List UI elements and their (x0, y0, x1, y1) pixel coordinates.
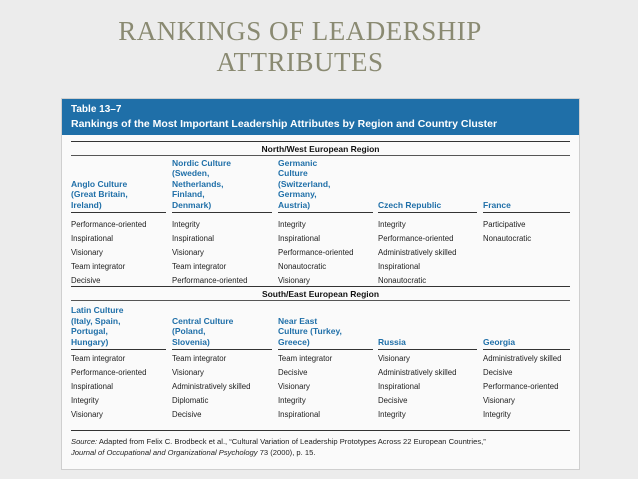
table-cell: Visionary (378, 354, 410, 363)
column-header (483, 337, 515, 348)
column-header-line: Georgia (483, 336, 516, 347)
column-header-line: Near East (278, 315, 318, 326)
table-cell: Administratively skilled (172, 382, 251, 391)
column-header-line: Culture (Turkey, (278, 326, 342, 336)
table-cell: Integrity (71, 396, 99, 405)
column-header-line: Finland, (172, 189, 205, 199)
table-cell: Administratively skilled (378, 368, 457, 377)
column-header-line: Central Culture (172, 315, 234, 326)
table-cell: Inspirational (378, 262, 421, 271)
table-cell: Inspirational (278, 410, 321, 419)
table-cell: Decisive (172, 410, 202, 419)
slide-title-line-2: ATTRIBUTES (216, 47, 384, 77)
region-title: South/East European Region (261, 289, 380, 299)
column-header-line: (Switzerland, (278, 178, 331, 189)
column-header-line: Anglo Culture (71, 178, 128, 189)
table-cell: Participative (483, 220, 526, 229)
column-header-line: (Sweden, (172, 168, 210, 178)
region-rule (71, 286, 570, 287)
column-header-line: Portugal, (71, 326, 108, 336)
column-header-line: Netherlands, (172, 178, 224, 189)
table-cell: Team integrator (172, 262, 227, 271)
table-cell: Inspirational (71, 234, 114, 243)
table-cell: Decisive (278, 368, 308, 377)
column-header-line: France (483, 199, 511, 210)
column-header-line: Greece) (278, 336, 310, 347)
table-cell: Visionary (71, 410, 103, 419)
table-cell: Integrity (278, 220, 306, 229)
table-cell: Integrity (378, 410, 406, 419)
column-header-rule (378, 349, 477, 350)
region-title: North/West European Region (261, 144, 380, 154)
column-header (71, 305, 123, 347)
table-cell: Decisive (483, 368, 513, 377)
table-cell: Nonautocratic (483, 234, 532, 243)
table-title: Rankings of the Most Important Leadership Attributes by Region and Country Cluster (71, 118, 498, 130)
column-header-rule (378, 212, 477, 213)
column-header-rule (278, 212, 373, 213)
table-cell: Visionary (172, 368, 204, 377)
region-title-rule (71, 155, 570, 156)
slide-title-line-1: RANKINGS OF LEADERSHIP (118, 16, 482, 46)
table-cell: Administratively skilled (378, 248, 457, 257)
source-note (71, 437, 571, 458)
column-header-rule (71, 212, 166, 213)
column-header-line: Hungary) (71, 336, 109, 347)
table-cell: Integrity (378, 220, 406, 229)
column-header-line: Germanic (278, 157, 318, 168)
column-header-line: Denmark) (172, 199, 212, 210)
table-cell: Visionary (278, 382, 310, 391)
column-header-rule (483, 349, 570, 350)
table-cell: Team integrator (71, 262, 126, 271)
column-header-line: Germany, (278, 189, 317, 199)
region-title-rule (71, 300, 570, 301)
column-header-rule (483, 212, 570, 213)
column-header-rule (172, 212, 272, 213)
column-header (483, 200, 511, 211)
column-header (378, 200, 441, 211)
table-cell: Administratively skilled (483, 354, 562, 363)
table-panel (61, 98, 580, 470)
table-cell: Diplomatic (172, 396, 209, 405)
table-cell: Visionary (483, 396, 515, 405)
column-header-line: Culture (278, 168, 308, 178)
table-cell: Performance-oriented (71, 368, 147, 377)
table-cell: Performance-oriented (278, 248, 354, 257)
slide-title (60, 16, 540, 78)
table-cell: Inspirational (71, 382, 114, 391)
column-header-line: Austria) (278, 199, 311, 210)
table-cell: Visionary (172, 248, 204, 257)
column-header-line: Russia (378, 336, 406, 347)
source-text-2: 73 (2000), p. 15. (257, 447, 316, 457)
column-header (378, 337, 406, 348)
column-header (278, 316, 342, 348)
column-header-line: Latin Culture (71, 305, 124, 315)
table-cell: Team integrator (71, 354, 126, 363)
column-header (278, 158, 330, 211)
source-label: Source: (71, 437, 98, 446)
table-cell: Decisive (378, 396, 408, 405)
table-cell: Decisive (71, 276, 101, 285)
column-header-line: Nordic Culture (172, 157, 232, 168)
table-cell: Team integrator (278, 354, 333, 363)
column-header (172, 316, 233, 348)
column-header (71, 179, 128, 211)
table-number: Table 13–7 (71, 104, 122, 115)
column-header-line: Ireland) (71, 199, 102, 210)
table-cell: Inspirational (378, 382, 421, 391)
table-cell: Inspirational (278, 234, 321, 243)
source-journal: Journal of Occupational and Organizational Psychology (71, 447, 258, 457)
table-cell: Nonautocratic (278, 262, 327, 271)
table-cell: Performance-oriented (483, 382, 559, 391)
table-cell: Performance-oriented (378, 234, 454, 243)
column-header-rule (71, 349, 166, 350)
table-cell: Team integrator (172, 354, 227, 363)
table-cell: Nonautocratic (378, 276, 427, 285)
column-header-line: (Italy, Spain, (71, 315, 121, 326)
table-cell: Performance-oriented (172, 276, 248, 285)
column-header-rule (278, 349, 373, 350)
column-header (172, 158, 231, 211)
source-text: Adapted from Felix C. Brodbeck et al., “Cultural Variation of Leadership Prototypes Across 22 European Countries,” (97, 437, 486, 446)
column-header-line: Slovenia) (172, 336, 210, 347)
column-header-rule (172, 349, 272, 350)
table-cell: Integrity (278, 396, 306, 405)
column-header-line: (Poland, (172, 326, 206, 336)
table-cell: Visionary (278, 276, 310, 285)
table-cell: Visionary (71, 248, 103, 257)
table-cell: Inspirational (172, 234, 215, 243)
column-header-line: Czech Republic (378, 199, 442, 210)
table-header (62, 99, 579, 135)
table-cell: Integrity (483, 410, 511, 419)
table-cell: Integrity (172, 220, 200, 229)
column-header-line: (Great Britain, (71, 189, 128, 199)
region-rule (71, 141, 570, 142)
table-bottom-rule (71, 430, 570, 431)
table-cell: Performance-oriented (71, 220, 147, 229)
